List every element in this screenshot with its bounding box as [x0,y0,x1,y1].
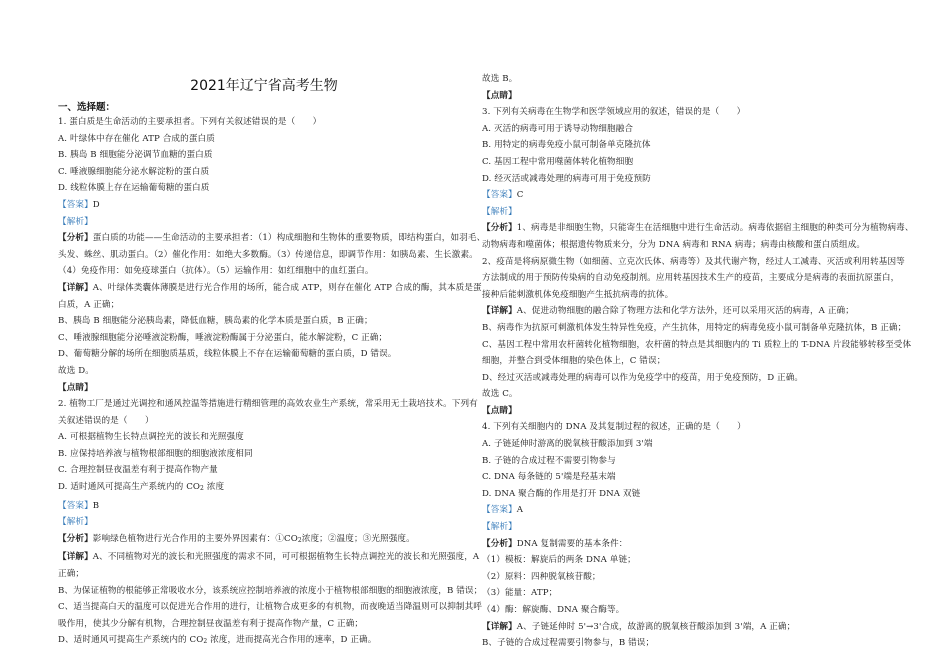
note-tag-line [482,403,900,420]
text-line [482,303,900,320]
text-line [58,230,486,247]
line-text: B. 用特定的病毒免疫小鼠可制备单克隆抗体 [482,140,651,151]
line-text: 接种后能刺激机体免疫细胞产生抵抗病毒的抗体。 [482,289,674,300]
answer-tag: 【答案】 [482,505,517,516]
left-column-content [58,114,486,651]
line-text: C. 唾液腺细胞能分泌水解淀粉的蛋白质 [58,166,210,177]
text-line [482,635,900,652]
line-text: B、为保证植物的根能够正常吸收水分，该系统应控制培养液的浓度小于植物根部细胞的细胞液浓度，B 错误； [58,585,483,596]
line-text-after: 浓度；②温度；③光照强度。 [301,533,415,544]
section-tag: 【详解】 [482,306,517,317]
note-tag: 【点睛】 [482,90,517,101]
text-line [482,220,914,237]
line-text-after: 浓度 [203,482,225,493]
line-text: 3. 下列有关病毒在生物学和医学领域应用的叙述，错误的是（ ） [482,107,746,118]
section-tag: 【详解】 [58,552,93,563]
line-text: 影响绿色植物进行光合作用的主要外界因素有：①CO [92,533,298,544]
note-tag: 【点睛】 [482,405,517,416]
text-line [58,363,470,380]
answer-value: C [516,190,524,201]
section-tag: 【分析】 [58,233,93,244]
text-line [482,121,900,138]
text-line [58,616,470,633]
line-text: A、促进动物细胞的融合除了物理方法和化学方法外，还可以采用灭活的病毒，A 正确； [516,306,854,317]
text-line [482,320,907,337]
text-line [482,536,900,553]
line-text: 故选 C。 [482,389,518,400]
line-text: 方法制成的用于预防传染病的自动免疫制剂。应用转基因技术生产的疫苗，主要成分是病毒的表面抗原蛋白， [482,273,900,284]
section-tag: 【分析】 [58,533,93,544]
text-line [482,602,900,619]
document-title: 2021年辽宁省高考生物 [190,78,338,94]
subscript: 2 [200,485,204,493]
line-text: 吸作用，使其少分解有机物，合理控制昼夜温差有利于提高作物产量，C 正确； [58,618,364,629]
text-line [58,531,470,550]
line-text: B. 子链的合成过程不需要引物参与 [482,455,616,466]
text-line [482,171,900,188]
text-line [482,619,900,636]
text-line [482,237,900,254]
text-line [58,632,470,651]
line-text: A. 可根据植物生长特点调控光的波长和光照强度 [58,432,244,443]
analysis-tag-line [482,519,900,536]
text-line [58,462,470,479]
line-text: C. 合理控制昼夜温差有利于提高作物产量 [58,465,218,476]
line-text: 2. 植物工厂是通过光调控和通风控温等措施进行精细管理的高效农业生产系统，常采用无土栽培技术。下列有 [58,399,478,410]
analysis-tag: 【解析】 [58,216,93,227]
line-text: A. 子链延伸时游离的脱氧核苷酸添加到 3'端 [482,439,653,450]
line-text: 故选 D。 [58,365,94,376]
analysis-tag: 【解析】 [482,206,517,217]
right-column-content [482,71,914,652]
line-text: 蛋白质的功能——生命活动的主要承担者：（1）构成细胞和生物体的重要物质，即结构蛋白，如羽毛、 [92,233,486,244]
line-text: 故选 B。 [482,74,518,84]
answer-value: B [92,500,100,511]
analysis-tag: 【解析】 [482,522,517,533]
line-text: B、胰岛 B 细胞能分泌胰岛素，降低血糖，胰岛素的化学本质是蛋白质，B 正确； [58,316,373,327]
text-line [58,131,470,148]
answer-tag: 【答案】 [58,500,93,511]
text-line [482,469,900,486]
line-text: A、叶绿体类囊体薄膜是进行光合作用的场所，能合成 ATP，则存在催化 ATP 合成的酶，其本质是蛋 [92,282,482,293]
line-text: 头发、蛛丝、肌动蛋白。（2）催化作用：如绝大多数酶。（3）传递信息，即调节作用：如胰岛素、生长激素。 [58,249,478,260]
section-tag: 【详解】 [58,282,93,293]
text-line [58,114,470,131]
line-text: （4）免疫作用：如免疫球蛋白（抗体）。（5）运输作用：如红细胞中的血红蛋白。 [58,266,374,277]
section-tag: 【分析】 [482,538,517,549]
text-line [482,270,900,287]
text-line [482,453,900,470]
section-tag: 【详解】 [482,621,517,632]
text-line [482,137,900,154]
text-line [482,436,900,453]
text-line [482,254,905,271]
line-text: D. 经灭活或减毒处理的病毒可用于免疫预防 [482,173,651,184]
text-line [482,569,900,586]
text-line [58,263,470,280]
line-text: DNA 复制需要的基本条件： [516,538,628,549]
line-text: C、唾液腺细胞能分泌唾液淀粉酶，唾液淀粉酶属于分泌蛋白，能水解淀粉，C 正确； [58,332,388,343]
text-line [58,297,470,314]
text-line [58,180,470,197]
note-tag-line [58,380,470,397]
line-text: （2）原料：四种脱氧核苷酸； [482,571,601,582]
text-line [482,585,900,602]
subscript: 2 [203,638,208,646]
line-text: B. 胰岛 B 细胞能分泌调节血糖的蛋白质 [58,150,213,161]
text-line [58,413,470,430]
text-line [482,337,912,354]
line-text: C、基因工程中常用农杆菌转化植物细胞，农杆菌的特点是其细胞内的 Ti 质粒上的 T-DNA 片段能够转移至受体 [482,339,912,350]
answer-line [482,502,900,519]
text-line [482,486,900,503]
line-text: B、病毒作为抗原可刺激机体发生特异性免疫，产生抗体，用特定的病毒免疫小鼠可制备单克隆抗体，B 正确； [482,322,907,333]
text-line [482,104,900,121]
line-text: D、经过灭活或减毒处理的病毒可以作为免疫学中的疫苗，用于免疫预防，D 正确。 [482,372,804,383]
text-line [482,154,900,171]
line-text: 2、疫苗是将病原微生物（如细菌、立克次氏体、病毒等）及其代谢产物，经过人工减毒、灭活或利用转基因等 [482,256,905,267]
line-text: （4）酶：解旋酶、DNA 聚合酶等。 [482,605,625,615]
text-line [482,287,900,304]
line-text: （3）能量：ATP； [482,588,558,599]
analysis-tag-line [58,214,470,231]
line-text: A. 叶绿体中存在催化 ATP 合成的蛋白质 [58,133,215,144]
line-text: C. DNA 每条链的 5'端是羟基末端 [482,472,616,483]
section-heading: 一、选择题： [58,102,116,113]
text-line [482,552,900,569]
line-text: A、子链延伸时 5'→3'合成，故游离的脱氧核苷酸添加到 3'端，A 正确； [516,621,796,632]
answer-value: A [516,505,524,516]
text-line [58,247,478,264]
text-line [58,446,470,463]
text-line [58,346,470,363]
text-line [58,396,478,413]
text-line [58,429,470,446]
answer-line [58,498,470,515]
line-text: A、不同植物对光的波长和光照强度的需求不同，可可根据植物生长特点调控光的波长和光照强度，A [92,552,480,563]
answer-line [58,197,470,214]
analysis-tag-line [482,204,900,221]
text-line [482,370,900,387]
line-text: B. 应保持培养液与植物根部细胞的细胞液浓度相同 [58,448,253,459]
text-line [58,280,482,297]
line-text: A. 灭活的病毒可用于诱导动物细胞融合 [482,123,634,134]
text-line [482,71,900,88]
text-line [58,583,483,600]
line-text: D、葡萄糖分解的场所在细胞质基质，线粒体膜上不存在运输葡萄糖的蛋白质，D 错误。 [58,349,397,360]
text-line [58,599,482,616]
text-line [58,147,470,164]
line-text-after: 浓度，进而提高光合作用的速率，D 正确。 [207,635,377,646]
analysis-tag-line [58,514,470,531]
line-text: D. DNA 聚合酶的作用是打开 DNA 双链 [482,488,641,499]
line-text: 细胞，并整合到受体细胞的染色体上，C 错误； [482,356,666,367]
text-line [482,386,900,403]
text-line [58,479,470,498]
answer-tag: 【答案】 [58,199,93,210]
text-line [58,164,470,181]
subscript: 2 [297,536,302,544]
answer-value: D [92,199,100,210]
text-line [58,566,470,583]
line-text: （1）模板：解旋后的两条 DNA 单链； [482,555,636,566]
line-text: 关叙述错误的是（ ） [58,415,154,426]
text-line [58,549,480,566]
line-text: 白质，A 正确； [58,299,120,310]
line-text: D. 适时通风可提高生产系统内的 CO [58,482,201,493]
line-text: 1、病毒是非细胞生物，只能寄生在活细胞中进行生命活动。病毒依据宿主细胞的种类可分为植物病毒、 [516,223,914,234]
line-text: 正确； [58,569,85,580]
line-text: 动物病毒和噬菌体；根据遗传物质来分，分为 DNA 病毒和 RNA 病毒；病毒由核酸和蛋白质组成。 [482,239,866,250]
section-tag: 【分析】 [482,223,517,234]
line-text: C、适当提高白天的温度可以促进光合作用的进行，让植物合成更多的有机物，而夜晚适当降温则可以抑制其呼 [58,602,482,613]
line-text: 4. 下列有关细胞内的 DNA 及其复制过程的叙述，正确的是（ ） [482,422,746,433]
answer-tag: 【答案】 [482,190,517,201]
text-line [58,313,470,330]
text-line [482,419,900,436]
text-line [58,330,470,347]
text-line [482,353,900,370]
note-tag: 【点睛】 [58,382,93,393]
line-text: B、子链的合成过程需要引物参与，B 错误； [482,638,655,649]
line-text: C. 基因工程中常用噬菌体转化植物细胞 [482,156,634,167]
line-text: D、适时通风可提高生产系统内的 CO [58,635,204,646]
note-tag-line [482,88,900,105]
answer-line [482,187,900,204]
line-text: 1. 蛋白质是生命活动的主要承担者。下列有关叙述错误的是（ ） [58,117,322,127]
analysis-tag: 【解析】 [58,517,93,528]
line-text: D. 线粒体膜上存在运输葡萄糖的蛋白质 [58,183,210,194]
